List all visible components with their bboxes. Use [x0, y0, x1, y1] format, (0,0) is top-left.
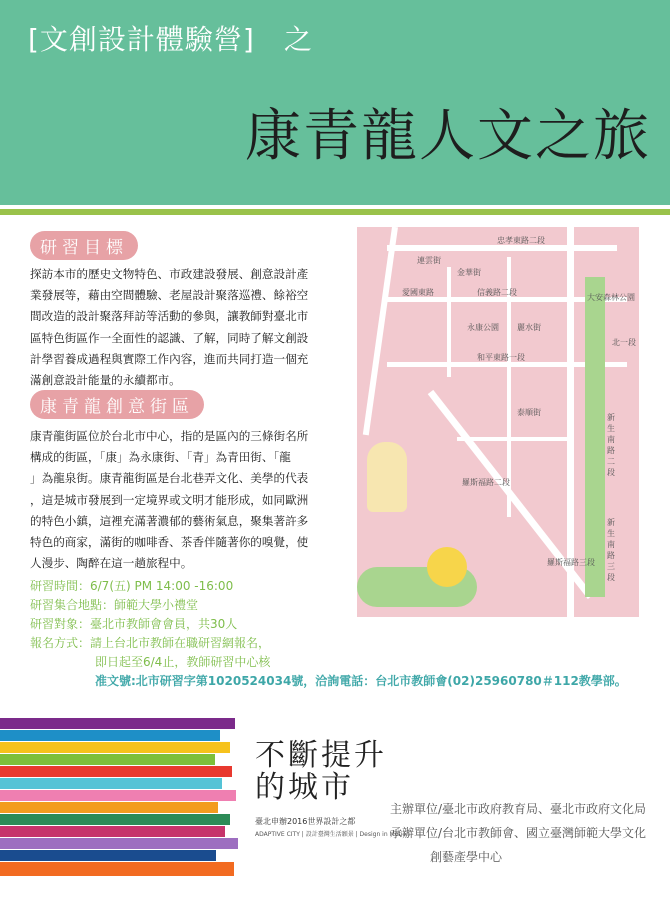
map-road [457, 437, 567, 441]
logo-slogan [255, 740, 387, 804]
text-line: 探訪本市的歷史文物特色、市政建設發展、創意設計產 [30, 267, 309, 281]
map-label: 大安森林公園 [587, 293, 635, 302]
info-time: 研習時間：6/7(五) PM 14:00 -16:00 [30, 579, 234, 593]
map-label: 新生南路三段 [607, 518, 615, 582]
district-map [357, 227, 639, 617]
stripe [0, 790, 236, 801]
text-line: 人漫步、陶醉在這一趟旅程中。 [30, 556, 193, 571]
map-label: 忠孝東路二段 [497, 236, 545, 245]
map-label: 永康公園 [467, 323, 499, 332]
organizers [390, 797, 660, 869]
stripe [0, 766, 232, 777]
text-line: 滿創意設計能量的永續都市。 [30, 373, 181, 388]
stripe [0, 754, 215, 765]
map-label: 羅斯福路二段 [462, 478, 510, 487]
map-label: 信義路二段 [477, 288, 517, 297]
event-title: 康青龍人文之旅 [245, 104, 651, 169]
text-line: 區特色街區作一全面性的認識、了解，同時了解文創設 [30, 330, 309, 345]
map-road [447, 267, 451, 377]
event-info [30, 577, 650, 691]
map-label: 泰順街 [517, 408, 541, 417]
objectives-text [30, 264, 322, 391]
map-label: 金華街 [457, 268, 481, 277]
section-badge-district: 康青龍創意街區 [30, 390, 204, 419]
map-road [363, 227, 398, 435]
stripe [0, 718, 235, 729]
map-label: 羅斯福路三段 [547, 558, 595, 567]
stripe [0, 814, 230, 825]
header-divider [0, 209, 670, 215]
map-label: 愛國東路 [402, 288, 434, 297]
stripe [0, 778, 222, 789]
stripe [0, 742, 230, 753]
info-place: 研習集合地點：師範大學小禮堂 [30, 598, 199, 612]
stripe [0, 850, 216, 861]
info-target: 研習對象：臺北市教師會會員，共30人 [30, 617, 238, 631]
map-label: 新生南路二段 [607, 413, 615, 477]
info-deadline: 即日起至6/4止，教師研習中心核 [95, 655, 271, 669]
event-subtitle: [文創設計體驗營] 之 [28, 23, 313, 56]
map-label: 連雲街 [417, 256, 441, 265]
map-label: 麗水街 [517, 323, 541, 332]
text-line: 業發展等，藉由空間體驗、老屋設計聚落巡禮、餘裕空 [30, 288, 309, 303]
logo-line: 的城市 [255, 770, 354, 805]
info-signup: 報名方式：請上台北市教師在職研習網報名， [30, 636, 271, 650]
organizer-co: 承辦單位/台北市教師會、國立臺灣師範大學文化 [390, 826, 647, 840]
stripe [0, 862, 234, 876]
park-area [585, 277, 605, 597]
text-line: 康青龍街區位於台北市中心，指的是區內的三條街名所 [30, 429, 309, 443]
text-line: 特色的商家，滿街的咖啡香、茶香伴隨著你的嗅覺，使 [30, 535, 309, 550]
section-badge-objectives: 研習目標 [30, 231, 138, 260]
logo-line: 不斷提升 [255, 738, 387, 773]
logo-tagline: 臺北申辦2016世界設計之都 [255, 817, 356, 826]
stripe [0, 826, 225, 837]
stripe [0, 802, 218, 813]
text-line: 的特色小鎮，這裡充滿著濃郁的藝術氣息，聚集著許多 [30, 513, 309, 528]
text-line: ，這是城市發展到一定境界或文明才能形成，如同歐洲 [30, 492, 309, 507]
header-banner [0, 0, 670, 205]
text-line: 間改造的設計聚落拜訪等活動的參與，讓教師對臺北市 [30, 309, 309, 324]
illustration-children [367, 442, 407, 512]
district-text [30, 426, 322, 574]
map-label: 和平東路一段 [477, 353, 525, 362]
info-approval: 准文號:北市研習字第1020524034號，洽詢電話：台北市教師會(02)25960780＃112教學部。 [95, 674, 627, 688]
stripe [0, 838, 238, 849]
logo-tagline-en: ADAPTIVE CITY | 設計臺灣生活願景 | Design in Motion [255, 831, 410, 838]
text-line: 」為龍泉街。康青龍街區是台北巷弄文化、美學的代表 [30, 471, 309, 486]
organizer-co-cont: 創藝產學中心 [430, 850, 503, 864]
text-line: 計學習養成過程與實際工作內容，進而共同打造一個充 [30, 351, 309, 366]
map-label: 北一段 [612, 338, 636, 347]
text-line: 構成的街區，「康」為永康街、「青」為青田街、「龍 [30, 450, 291, 465]
stripe [0, 730, 220, 741]
organizer-host: 主辦單位/臺北市政府教育局、臺北市政府文化局 [390, 802, 647, 816]
